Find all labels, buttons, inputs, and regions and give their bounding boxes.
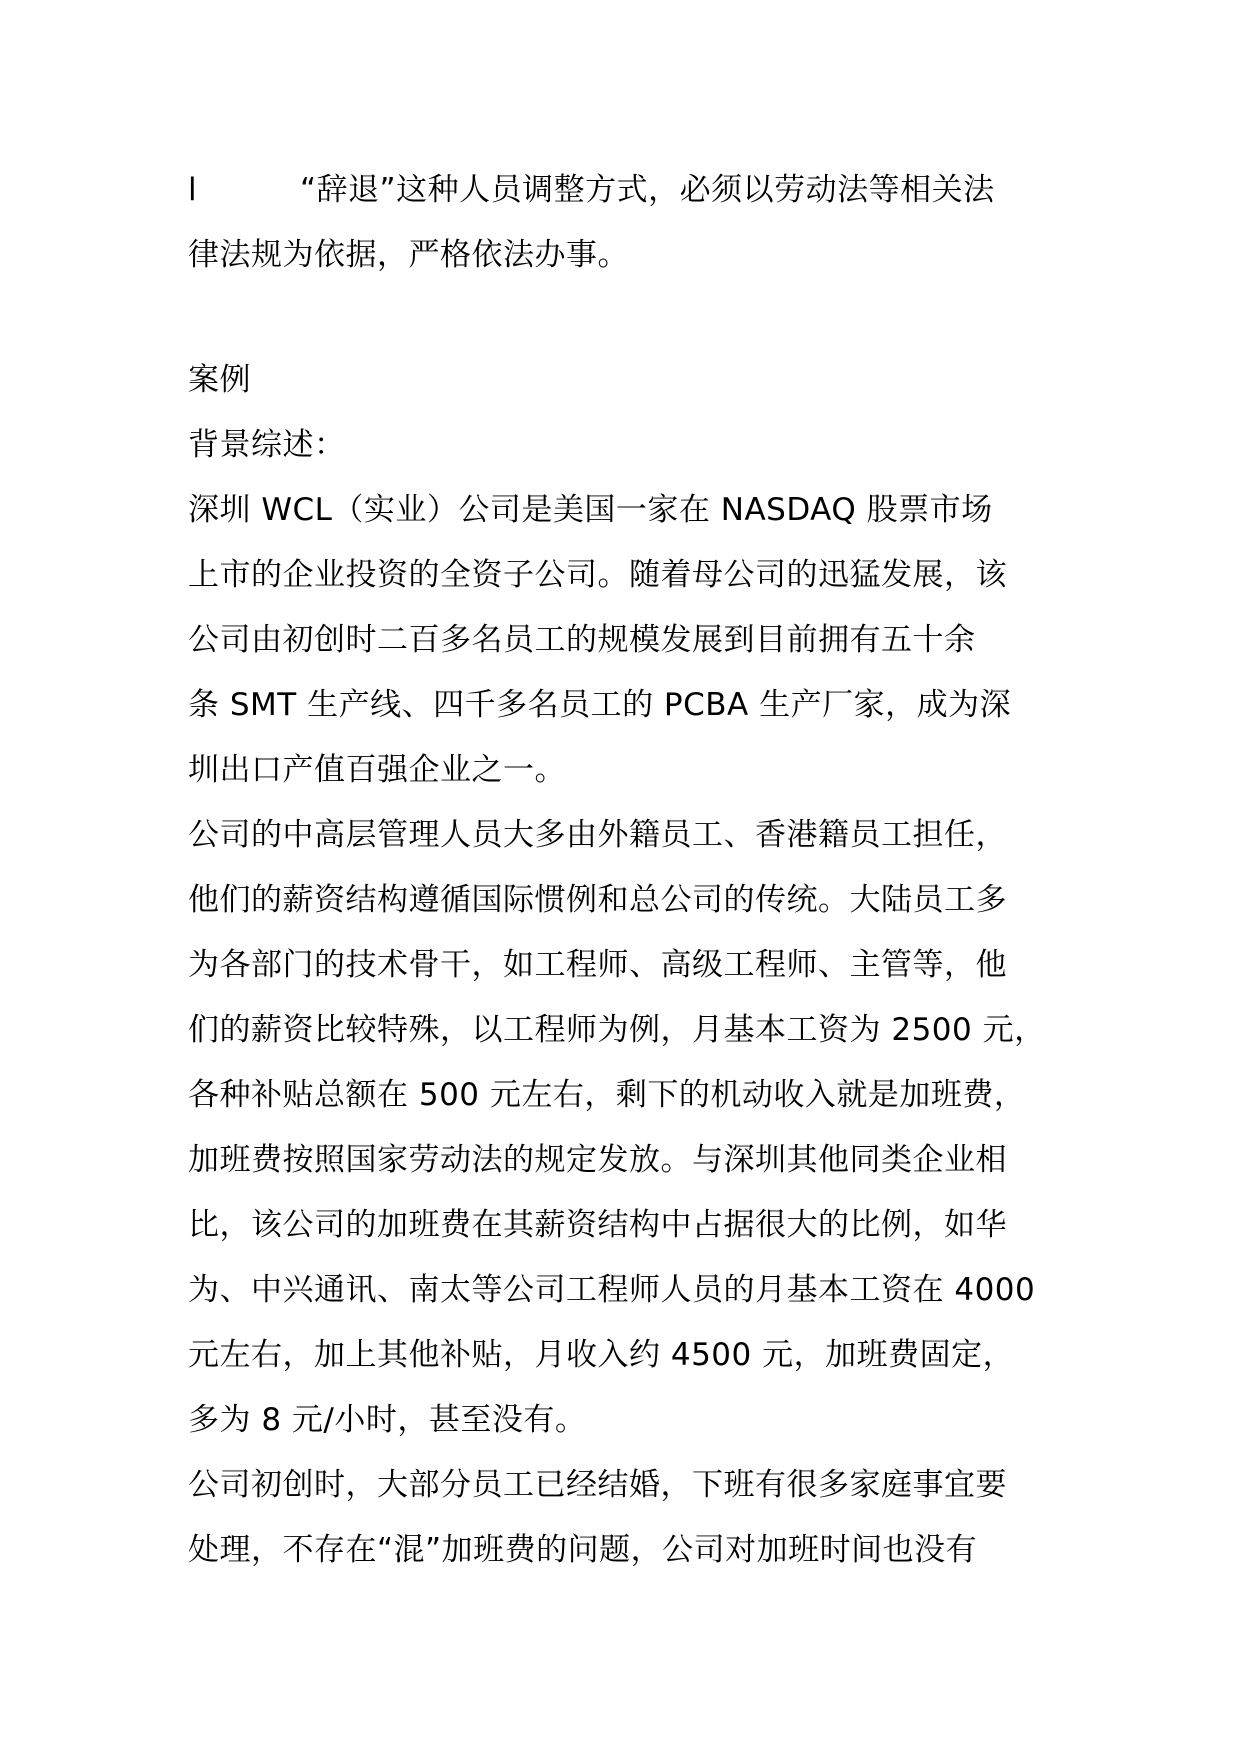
- paragraph-3: [188, 1453, 1054, 1583]
- document-body: [188, 158, 1054, 1583]
- paragraph-line: 多为 8 元/小时，甚至没有。: [188, 1402, 587, 1438]
- bullet-text-line-1: “辞退”这种人员调整方式，必须以劳动法等相关法: [300, 172, 995, 208]
- paragraph-line: 为各部门的技术骨干，如工程师、高级工程师、主管等，他: [188, 947, 1007, 983]
- paragraph-line: 公司的中高层管理人员大多由外籍员工、香港籍员工担任，: [188, 817, 1007, 853]
- bullet-marker: l: [188, 172, 198, 208]
- bullet-item: [188, 158, 1054, 223]
- paragraph-line: 圳出口产值百强企业之一。: [188, 752, 566, 788]
- paragraph-line: 深圳 WCL（实业）公司是美国一家在 NASDAQ 股票市场: [188, 492, 993, 528]
- paragraph-line: 公司初创时，大部分员工已经结婚，下班有很多家庭事宜要: [188, 1467, 1007, 1503]
- paragraph-line: 他们的薪资结构遵循国际惯例和总公司的传统。大陆员工多: [188, 882, 1007, 918]
- paragraph-line: 条 SMT 生产线、四千多名员工的 PCBA 生产厂家，成为深: [188, 687, 1012, 723]
- paragraph-line: 上市的企业投资的全资子公司。随着母公司的迅猛发展，该: [188, 557, 1007, 593]
- paragraph-line: 处理，不存在“混”加班费的问题，公司对加班时间也没有: [188, 1532, 978, 1568]
- background-heading: 背景综述：: [188, 427, 346, 463]
- paragraph-2: [188, 803, 1054, 1453]
- section-spacer: [188, 288, 1054, 348]
- case-heading: 案例: [188, 362, 251, 398]
- paragraph-line: 各种补贴总额在 500 元左右，剩下的机动收入就是加班费，: [188, 1077, 1026, 1113]
- paragraph-line: 们的薪资比较特殊，以工程师为例，月基本工资为 2500 元，: [188, 1012, 1046, 1048]
- paragraph-line: 比，该公司的加班费在其薪资结构中占据很大的比例，如华: [188, 1207, 1007, 1243]
- bullet-text-line-2: 律法规为依据，严格依法办事。: [188, 237, 629, 273]
- paragraph-line: 为、中兴通讯、南太等公司工程师人员的月基本工资在 4000: [188, 1272, 1036, 1308]
- paragraph-line: 加班费按照国家劳动法的规定发放。与深圳其他同类企业相: [188, 1142, 1007, 1178]
- paragraph-1: [188, 478, 1054, 803]
- paragraph-line: 元左右，加上其他补贴，月收入约 4500 元，加班费固定，: [188, 1337, 1015, 1373]
- paragraph-line: 公司由初创时二百多名员工的规模发展到目前拥有五十余: [188, 622, 976, 658]
